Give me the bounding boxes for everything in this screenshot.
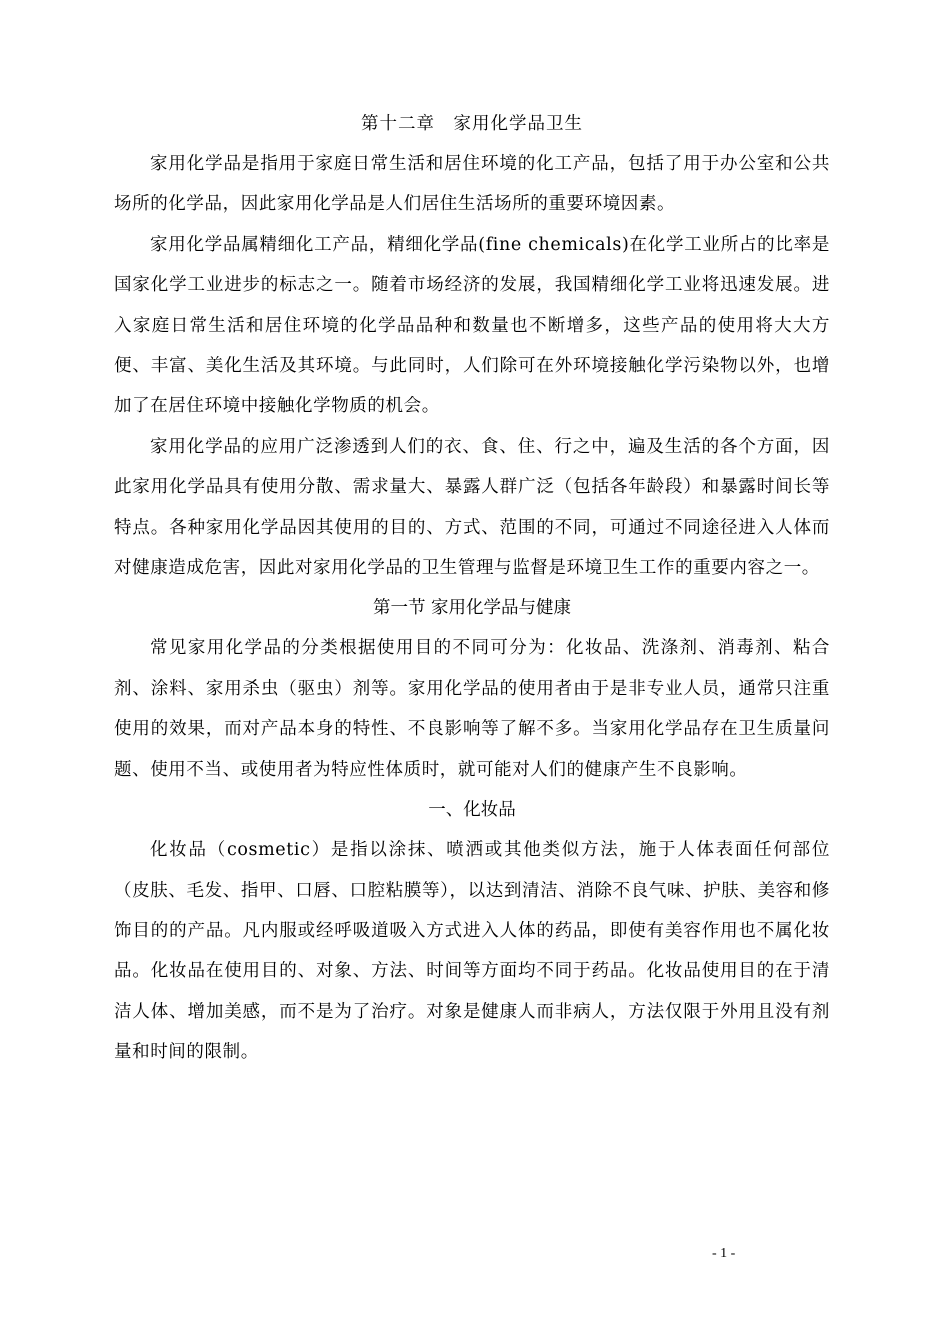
intro-paragraph-2: 家用化学品属精细化工产品，精细化学品(fine chemicals)在化学工业所占的比率是国家化学工业进步的标志之一。随着市场经济的发展，我国精细化学工业将迅速发展。进入家庭日常生活和居住环境的化学品品种和数量也不断增多，这些产品的使用将大大方便、丰富、美化生活及其环境。与此同时，人们除可在外环境接触化学污染物以外，也增加了在居住环境中接触化学物质的机会。 [114, 234, 830, 417]
page-number: - 1 - [712, 1246, 736, 1261]
page-content [114, 104, 830, 1073]
section-paragraph-1: 常见家用化学品的分类根据使用目的不同可分为：化妆品、洗涤剂、消毒剂、粘合剂、涂料、家用杀虫（驱虫）剂等。家用化学品的使用者由于是非专业人员，通常只注重使用的效果，而对产品本身的特性、不良影响等了解不多。当家用化学品存在卫生质量问题、使用不当、或使用者为特应性体质时，就可能对人们的健康产生不良影响。 [114, 638, 830, 780]
section-title: 第一节 家用化学品与健康 [372, 598, 572, 619]
intro-paragraph-1: 家用化学品是指用于家庭日常生活和居住环境的化工产品，包括了用于办公室和公共场所的化学品，因此家用化学品是人们居住生活场所的重要环境因素。 [114, 154, 830, 215]
chapter-title: 第十二章 家用化学品卫生 [361, 114, 583, 134]
subsection-paragraph-1: 化妆品（cosmetic）是指以涂抹、喷洒或其他类似方法，施于人体表面任何部位（皮肤、毛发、指甲、口唇、口腔粘膜等），以达到清洁、消除不良气味、护肤、美容和修饰目的的产品。凡内服或经呼吸道吸入方式进入人体的药品，即使有美容作用也不属化妆品。化妆品在使用目的、对象、方法、时间等方面均不同于药品。化妆品使用目的在于清洁人体、增加美感，而不是为了治疗。对象是健康人而非病人，方法仅限于外用且没有剂量和时间的限制。 [114, 840, 830, 1063]
subsection-title: 一、化妆品 [428, 800, 516, 821]
intro-paragraph-3: 家用化学品的应用广泛渗透到人们的衣、食、住、行之中，遍及生活的各个方面，因此家用化学品具有使用分散、需求量大、暴露人群广泛（包括各年龄段）和暴露时间长等特点。各种家用化学品因其使用的目的、方式、范围的不同，可通过不同途径进入人体而对健康造成危害，因此对家用化学品的卫生管理与监督是环境卫生工作的重要内容之一。 [114, 436, 830, 579]
